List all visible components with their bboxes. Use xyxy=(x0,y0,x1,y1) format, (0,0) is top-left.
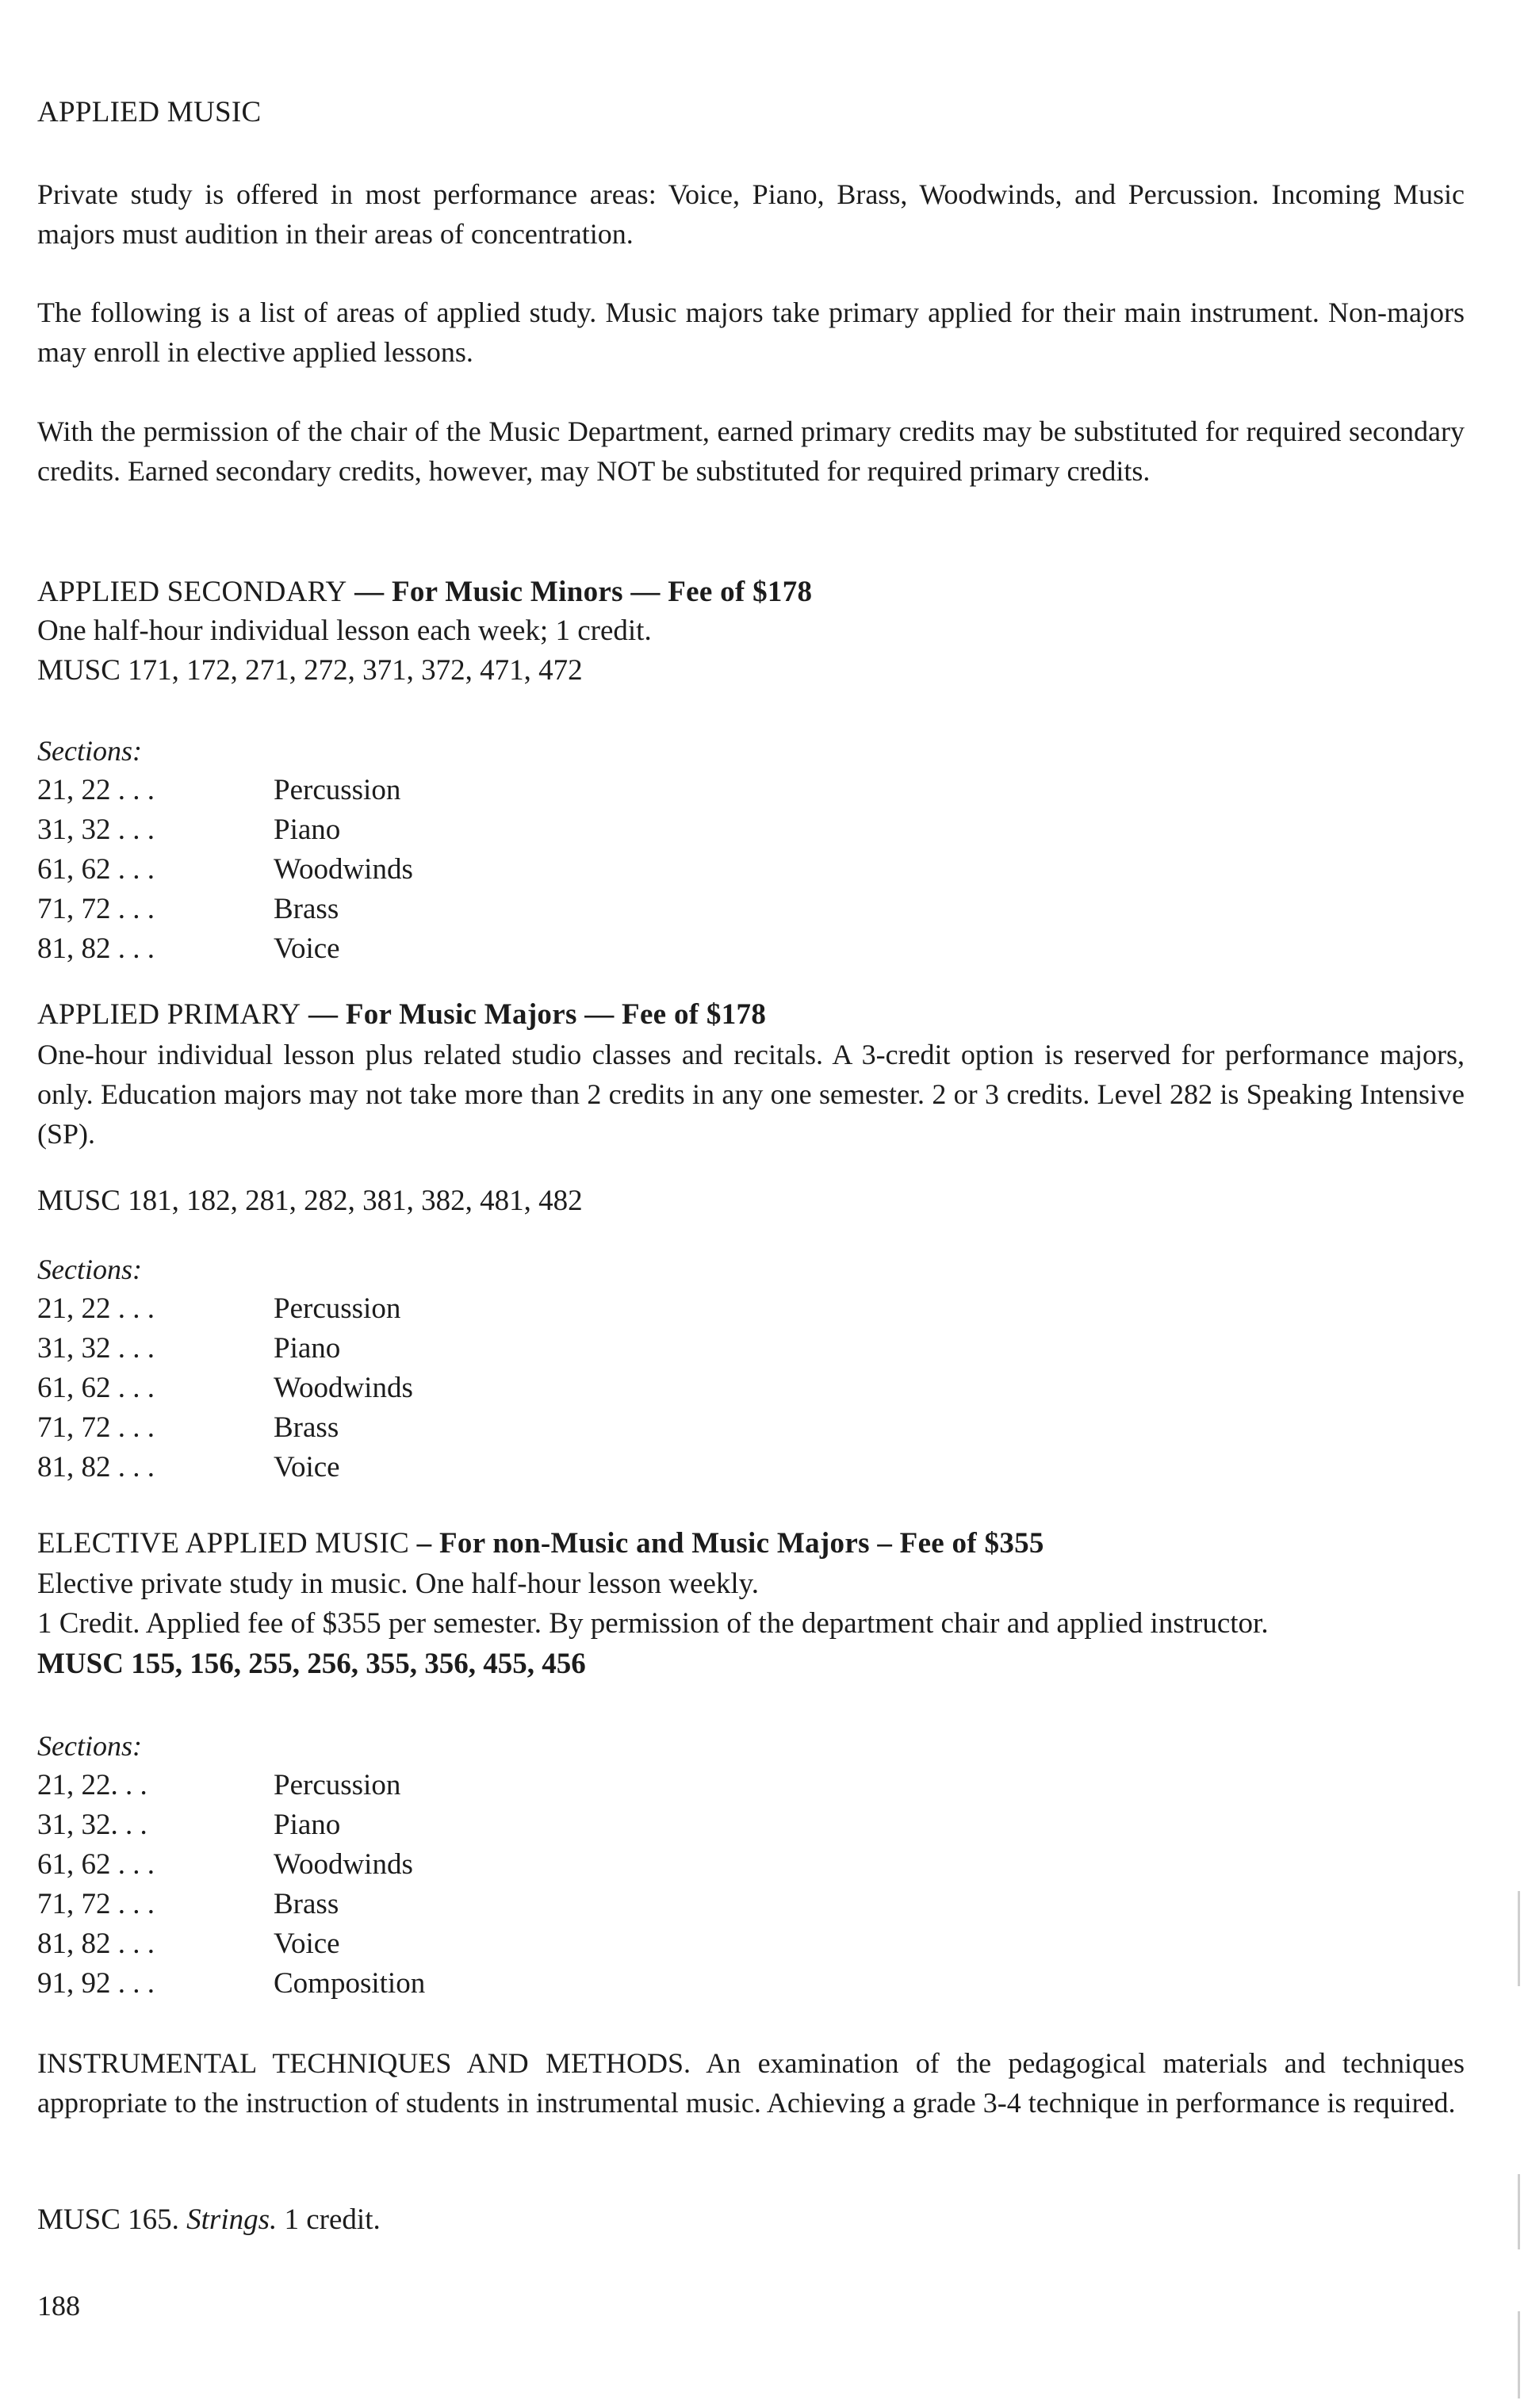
intro-paragraph-1: Private study is offered in most performance areas: Voice, Piano, Brass, Woodwinds, and Percussion. Incoming Music majors must audition in their areas of concentration. xyxy=(37,178,1465,250)
section-number: 31, 32. . . xyxy=(37,1809,147,1841)
section-number: 71, 72 . . . xyxy=(37,1411,155,1444)
section-number: 61, 62 . . . xyxy=(37,1848,155,1881)
course-name: Strings. xyxy=(186,2203,278,2236)
elective-title: ELECTIVE APPLIED MUSIC xyxy=(37,1527,410,1560)
section-number: 81, 82 . . . xyxy=(37,1928,155,1960)
section-name: Piano xyxy=(274,814,341,846)
secondary-title: APPLIED SECONDARY xyxy=(37,576,347,608)
course-code: MUSC 165. xyxy=(37,2203,179,2236)
primary-courses: MUSC 181, 182, 281, 282, 381, 382, 481, 482 xyxy=(37,1185,583,1217)
intro-paragraph-2: The following is a list of areas of applied study. Music majors take primary applied for their main instrument. Non-majors may enroll in elective applied lessons. xyxy=(37,297,1465,368)
section-name: Brass xyxy=(274,1888,339,1920)
elective-heading xyxy=(37,1524,1465,1564)
section-name: Woodwinds xyxy=(274,853,413,886)
section-name: Composition xyxy=(274,1967,426,2000)
section-number: 21, 22. . . xyxy=(37,1769,147,1801)
section-name: Woodwinds xyxy=(274,1372,413,1404)
techniques-title: INSTRUMENTAL TECHNIQUES AND METHODS. xyxy=(37,2047,691,2079)
section-number: 71, 72 . . . xyxy=(37,893,155,925)
section-number: 71, 72 . . . xyxy=(37,1888,155,1920)
secondary-description: One half-hour individual lesson each week; 1 credit. xyxy=(37,614,652,647)
section-name: Woodwinds xyxy=(274,1848,413,1881)
section-number: 81, 82 . . . xyxy=(37,1451,155,1483)
section-name: Percussion xyxy=(274,1769,401,1801)
section-name: Voice xyxy=(274,1928,340,1960)
section-name: Piano xyxy=(274,1332,341,1365)
section-number: 21, 22 . . . xyxy=(37,774,155,806)
course-credit: 1 credit. xyxy=(277,2203,381,2236)
secondary-sections-label: Sections: xyxy=(37,735,142,767)
page-title: APPLIED MUSIC xyxy=(37,96,262,128)
techniques-paragraph xyxy=(37,2043,1465,2123)
techniques-description: An examination of the pedagogical materials and techniques appropriate to the instruction of students in instrumental music. Achieving a grade 3-4 technique in performance is required. xyxy=(37,2047,1465,2119)
techniques-course xyxy=(37,2200,1465,2240)
section-number: 61, 62 . . . xyxy=(37,1372,155,1404)
primary-sections-label: Sections: xyxy=(37,1254,142,1285)
section-name: Voice xyxy=(274,932,340,965)
secondary-subtitle: — For Music Minors — Fee of $178 xyxy=(347,576,813,608)
section-number: 31, 32 . . . xyxy=(37,1332,155,1365)
intro-paragraph-3: With the permission of the chair of the Music Department, earned primary credits may be substituted for required secondary credits. Earned secondary credits, however, may NOT be substituted for required primary credits. xyxy=(37,415,1465,487)
secondary-heading xyxy=(37,572,1465,612)
scan-edge-mark xyxy=(1518,1891,1520,1986)
section-number: 21, 22 . . . xyxy=(37,1292,155,1325)
primary-subtitle: — For Music Majors — Fee of $178 xyxy=(301,998,767,1031)
section-name: Brass xyxy=(274,1411,339,1444)
section-name: Percussion xyxy=(274,774,401,806)
primary-description: One-hour individual lesson plus related studio classes and recitals. A 3-credit option is reserved for performance majors, only. Education majors may not take more than 2 credits in any one semester. 2 or 3 credits. Level 282 is Speaking Intensive (SP). xyxy=(37,1039,1465,1150)
section-number: 91, 92 . . . xyxy=(37,1967,155,2000)
scan-edge-mark xyxy=(1518,2174,1520,2249)
section-name: Piano xyxy=(274,1809,341,1841)
primary-heading xyxy=(37,995,1465,1035)
elective-courses: MUSC 155, 156, 255, 256, 355, 356, 455, 456 xyxy=(37,1648,586,1680)
section-name: Percussion xyxy=(274,1292,401,1325)
scan-edge-mark xyxy=(1518,2311,1520,2398)
page-number: 188 xyxy=(37,2290,80,2322)
section-number: 61, 62 . . . xyxy=(37,853,155,886)
section-name: Voice xyxy=(274,1451,340,1483)
section-number: 81, 82 . . . xyxy=(37,932,155,965)
elective-description-2: 1 Credit. Applied fee of $355 per semester. By permission of the department chair and applied instructor. xyxy=(37,1607,1269,1640)
section-name: Brass xyxy=(274,893,339,925)
primary-title: APPLIED PRIMARY xyxy=(37,998,301,1031)
secondary-courses: MUSC 171, 172, 271, 272, 371, 372, 471, 472 xyxy=(37,654,583,687)
elective-description-1: Elective private study in music. One half-hour lesson weekly. xyxy=(37,1568,760,1600)
elective-subtitle: – For non-Music and Music Majors – Fee of $355 xyxy=(409,1527,1044,1560)
elective-sections-label: Sections: xyxy=(37,1730,142,1762)
section-number: 31, 32 . . . xyxy=(37,814,155,846)
